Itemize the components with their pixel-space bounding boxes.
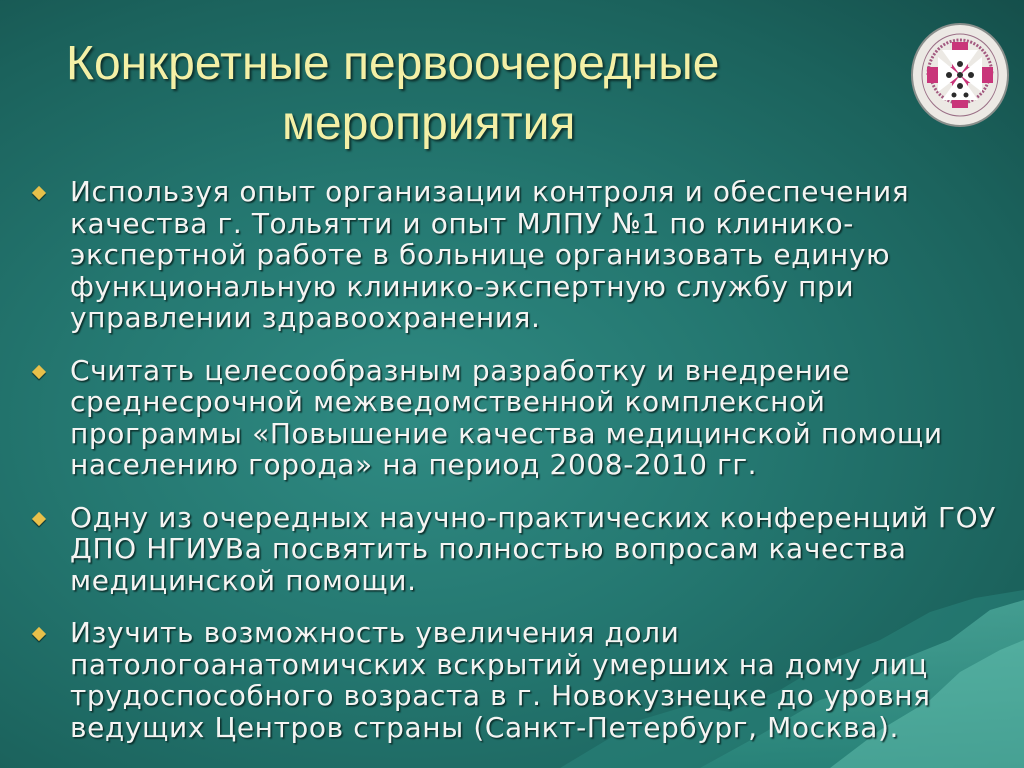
list-item-text: Считать целесообразным разработку и внедрение среднесрочной межведомственной комплексной программы «Повышение качества медицинской помощи населению города» на период 2008-2010 гг.: [70, 353, 943, 481]
list-item-text: Изучить возможность увеличения доли патологоанатомичских вскрытий умерших на дому лиц трудоспособного возраста в г. Новокузнецке до уровня ведущих Центров страны (Санкт-Петербург, Москва).: [70, 616, 931, 744]
slide-title-line2: мероприятия: [282, 97, 576, 150]
list-item: [30, 617, 1004, 743]
diamond-bullet-icon: [32, 364, 46, 378]
slide-title-line1: Конкретные первоочередные: [66, 37, 720, 90]
list-item-text: Используя опыт организации контроля и обеспечения качества г. Тольятти и опыт МЛПУ №1 по клинико-экспертной работе в больнице организовать единую функциональную клинико-экспертную службу при управлении здравоохранения.: [70, 175, 910, 334]
list-item: [30, 502, 1004, 597]
medical-center-seal-icon: [910, 22, 1010, 128]
diamond-bullet-icon: [32, 511, 46, 525]
list-item: [30, 355, 1004, 481]
diamond-bullet-icon: [32, 627, 46, 641]
slide-title: [40, 34, 860, 154]
diamond-bullet-icon: [32, 186, 46, 200]
list-item: [30, 176, 1004, 334]
bullet-list: [30, 176, 1004, 764]
list-item-text: Одну из очередных научно-практических конференций ГОУ ДПО НГИУВа посвятить полностью вопросам качества медицинской помощи.: [70, 500, 996, 597]
